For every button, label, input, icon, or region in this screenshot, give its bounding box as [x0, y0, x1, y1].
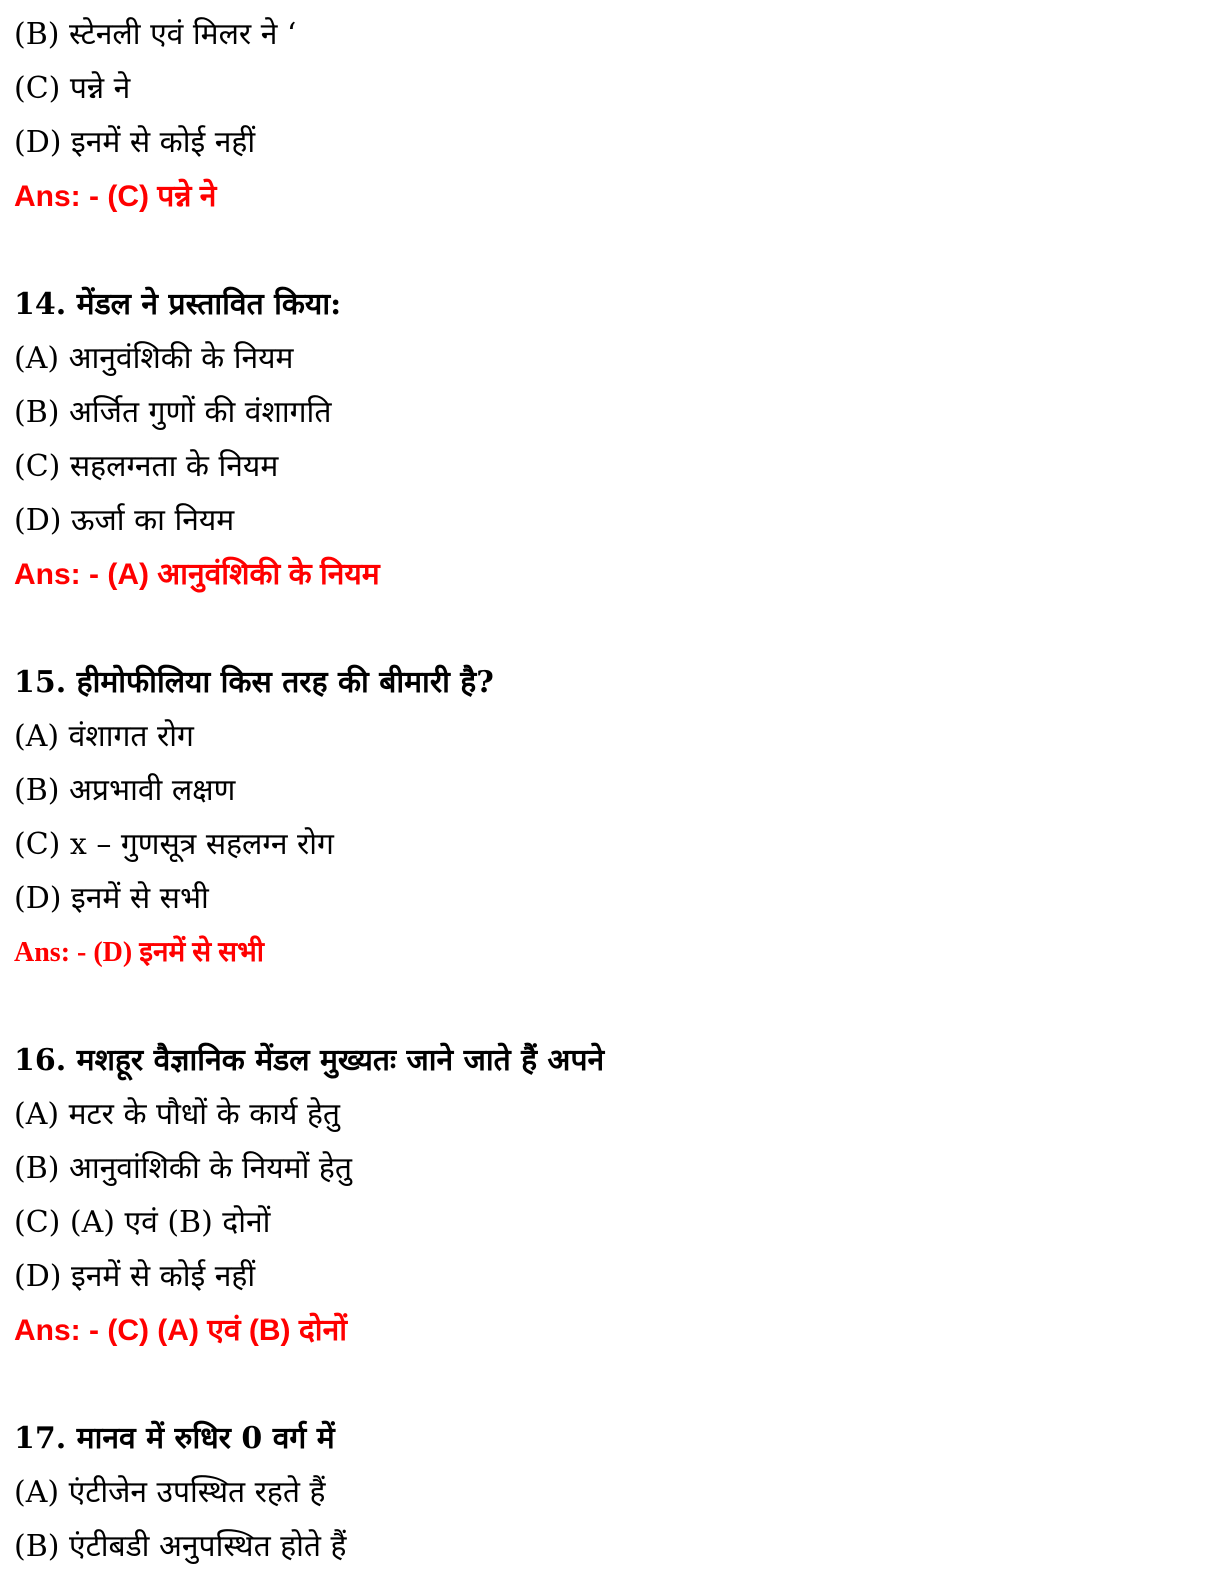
question-title: 14. मेंडल ने प्रस्तावित किया:	[14, 287, 342, 322]
option-d: (D) ऊर्जा का नियम	[14, 503, 235, 538]
spacer	[14, 980, 1204, 1034]
answer-line: Ans: - (A) आनुवंशिकी के नियम	[14, 558, 380, 591]
question-17-block	[14, 1412, 1204, 1574]
question-14-block	[14, 278, 1204, 602]
option-b: (B) स्टेनली एवं मिलर ने ‘	[14, 17, 297, 52]
option-b: (B) एंटीबडी अनुपस्थित होते हैं	[14, 1529, 347, 1564]
question-title: 16. मशहूर वैज्ञानिक मेंडल मुख्यतः जाने जाते हैं अपने	[14, 1043, 605, 1078]
answer-line: Ans: - (C) (A) एवं (B) दोनों	[14, 1314, 347, 1347]
option-a: (A) एंटीजेन उपस्थित रहते हैं	[14, 1475, 326, 1510]
option-a: (A) वंशागत रोग	[14, 719, 194, 754]
spacer	[14, 602, 1204, 656]
option-c: (C) पन्ने ने	[14, 71, 131, 106]
answer-line: Ans: - (D) इनमें से सभी	[14, 937, 265, 968]
document-page	[14, 8, 1204, 1574]
option-c: (C) सहलग्नता के नियम	[14, 449, 279, 484]
option-d: (D) इनमें से सभी	[14, 881, 209, 916]
question-title: 15. हीमोफीलिया किस तरह की बीमारी है?	[14, 665, 494, 700]
spacer	[14, 1358, 1204, 1412]
question-15-block	[14, 656, 1204, 980]
option-a: (A) आनुवंशिकी के नियम	[14, 341, 294, 376]
answer-line: Ans: - (C) पन्ने ने	[14, 180, 217, 213]
option-b: (B) अप्रभावी लक्षण	[14, 773, 236, 808]
option-d: (D) इनमें से कोई नहीं	[14, 1259, 256, 1294]
question-title: 17. मानव में रुधिर 0 वर्ग में	[14, 1421, 335, 1456]
option-a: (A) मटर के पौधों के कार्य हेतु	[14, 1097, 340, 1132]
option-c: (C) (A) एवं (B) दोनों	[14, 1205, 271, 1240]
question-16-block	[14, 1034, 1204, 1358]
spacer	[14, 224, 1204, 278]
question-13-block	[14, 8, 1204, 224]
option-b: (B) अर्जित गुणों की वंशागति	[14, 395, 332, 430]
option-c: (C) x – गुणसूत्र सहलग्न रोग	[14, 827, 334, 862]
option-b: (B) आनुवांशिकी के नियमों हेतु	[14, 1151, 352, 1186]
option-d: (D) इनमें से कोई नहीं	[14, 125, 256, 160]
